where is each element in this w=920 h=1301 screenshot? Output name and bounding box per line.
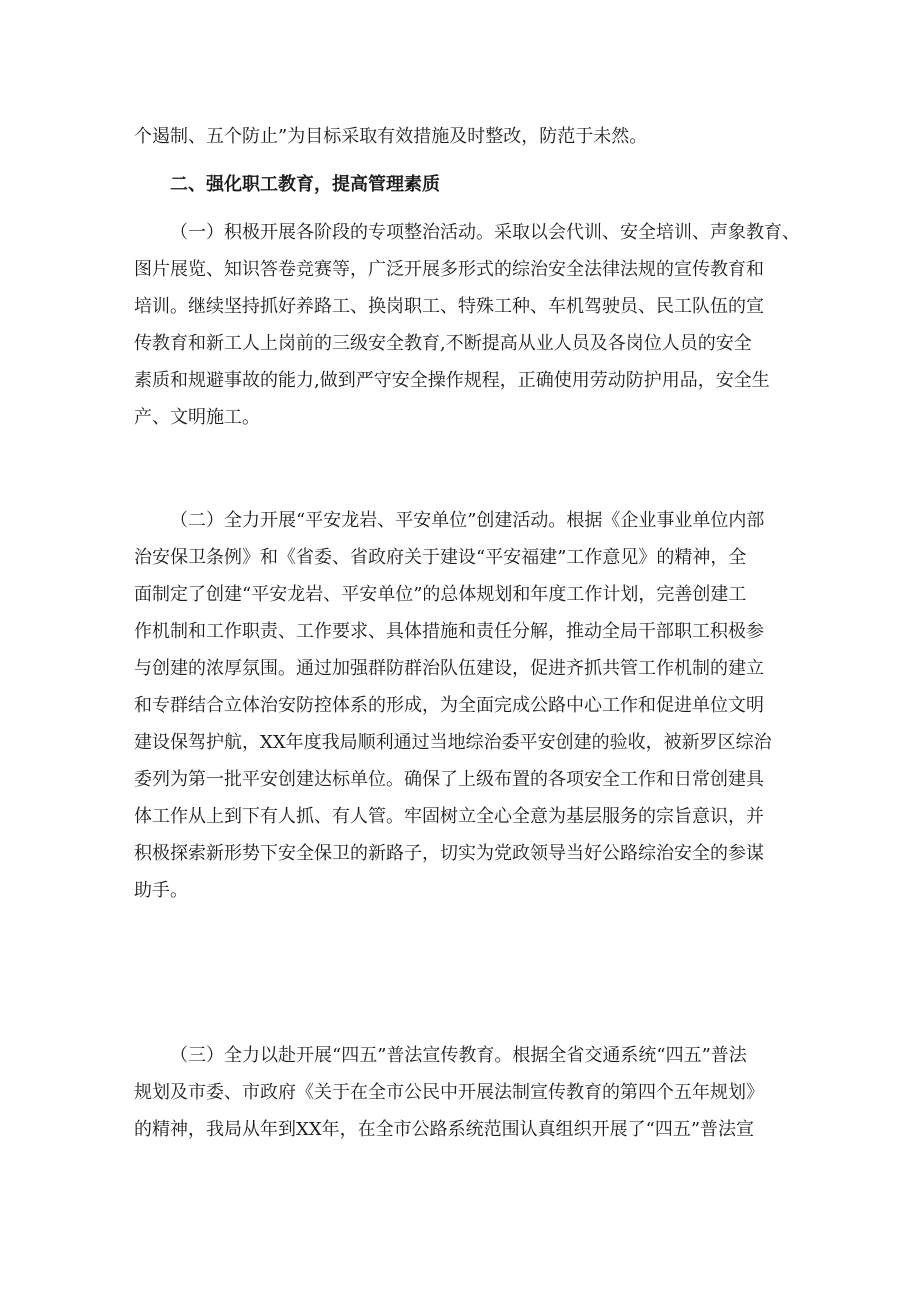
text-line: 委列为第一批平安创建达标单位。确保了上级布置的各项安全工作和日常创建具: [134, 769, 764, 790]
text-line: 作机制和工作职责、工作要求、具体措施和责任分解，推动全局干部职工积极参: [134, 621, 764, 642]
paragraph-continuation: [134, 118, 794, 155]
text-line: 助手。: [134, 880, 188, 901]
text-line: 积极探索新形势下安全保卫的新路子，切实为党政领导当好公路综治安全的参谋: [134, 843, 764, 864]
text-line: 和专群结合立体治安防控体系的形成，为全面完成公路中心工作和促进单位文明: [134, 695, 764, 716]
text-line: 面制定了创建“平安龙岩、平安单位”的总体规划和年度工作计划，完善创建工: [134, 584, 747, 605]
text-line: 规划及市委、市政府《关于在全市公民中开展法制宣传教育的第四个五年规划》: [134, 1082, 764, 1103]
paragraph-2: [134, 502, 794, 909]
text-line: （二）全力开展“平安龙岩、平安单位”创建活动。根据《企业事业单位内部: [170, 510, 765, 531]
text-line: 传教育和新工人上岗前的三级安全教育,不断提高从业人员及各岗位人员的安全: [134, 333, 752, 354]
text-line: 素质和规避事故的能力,做到严守安全操作规程，正确使用劳动防护用品，安全生: [134, 370, 770, 391]
text-line: 的精神，我局从年到XX年，在全市公路系统范围认真组织开展了“四五”普法宣: [134, 1119, 755, 1140]
text-line: （一）积极开展各阶段的专项整治活动。采取以会代训、安全培训、声象教育、: [170, 222, 800, 243]
text-line: 体工作从上到下有人抓、有人管。牢固树立全心全意为基层服务的宗旨意识，并: [134, 806, 764, 827]
section-heading: [134, 166, 794, 203]
text-line: 产、文明施工。: [134, 407, 260, 428]
text-line: （三）全力以赴开展“四五”普法宣传教育。根据全省交通系统“四五”普法: [170, 1045, 747, 1066]
text-line: 培训。继续坚持抓好养路工、换岗职工、特殊工种、车机驾驶员、民工队伍的宣: [134, 296, 764, 317]
paragraph-1: [134, 214, 800, 436]
paragraph-3: [134, 1037, 794, 1148]
section-heading-text: 二、强化职工教育，提高管理素质: [170, 174, 440, 195]
text-line: 建设保驾护航，XX年度我局顺利通过当地综治委平安创建的验收，被新罗区综治: [134, 732, 772, 753]
text-line: 治安保卫条例》和《省委、省政府关于建设“平安福建”工作意见》的精神，全: [134, 547, 747, 568]
text-line: 个遏制、五个防止”为目标采取有效措施及时整改，防范于未然。: [134, 126, 648, 147]
text-line: 图片展览、知识答卷竞赛等，广泛开展多形式的综治安全法律法规的宣传教育和: [134, 259, 764, 280]
text-line: 与创建的浓厚氛围。通过加强群防群治队伍建设，促进齐抓共管工作机制的建立: [134, 658, 764, 679]
